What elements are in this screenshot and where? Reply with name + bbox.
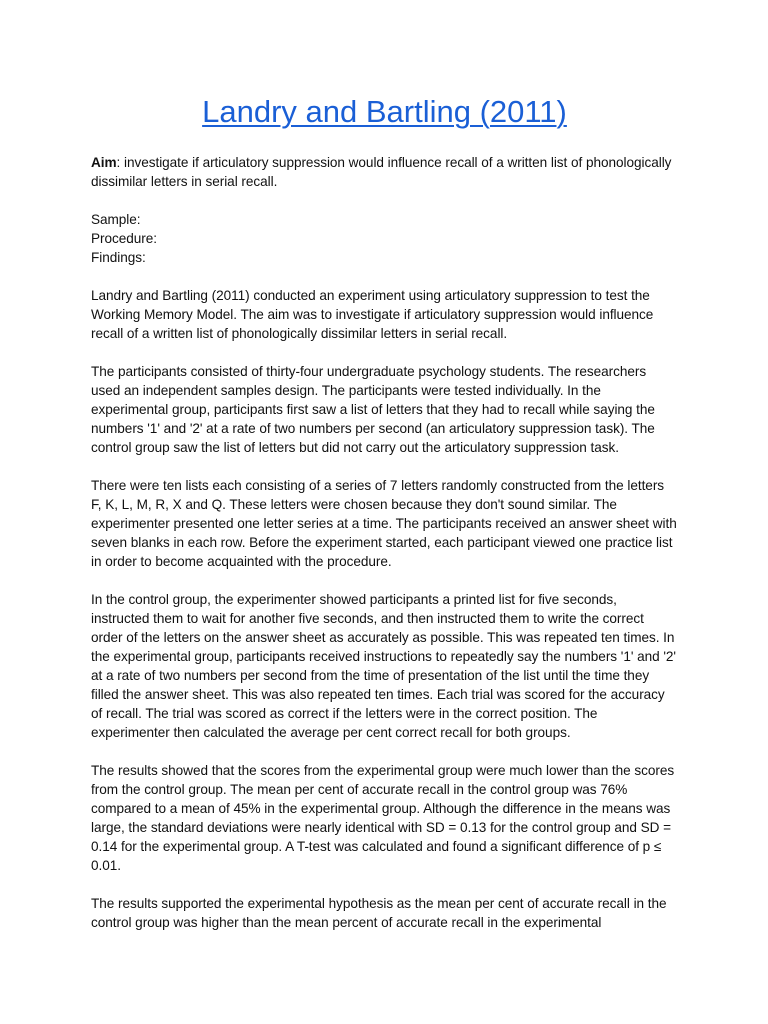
materials-paragraph: There were ten lists each consisting of a series of 7 letters randomly constructed from the letters F, K, L, M, R, X and Q. These letters were chosen because they don't sound similar. The experimenter presented one letter series at a time. The participants received an answer sheet with seven blanks in each row. Before the experiment started, each participant viewed one practice list in order to become acquainted with the procedure. — [91, 478, 677, 569]
document-body — [91, 153, 678, 932]
page-title — [91, 92, 678, 132]
findings-heading: Findings: — [91, 250, 146, 265]
participants-paragraph: The participants consisted of thirty-four undergraduate psychology students. The researchers used an independent samples design. The participants were tested individually. In the experimental group, participants first saw a list of letters that they had to recall while saying the numbers '1' and '2' at a rate of two numbers per second (an articulatory suppression task). The control group saw the list of letters but did not carry out the articulatory suppression task. — [91, 364, 655, 455]
aim-label: Aim — [91, 155, 117, 170]
procedure-heading: Procedure: — [91, 231, 157, 246]
procedure-paragraph: In the control group, the experimenter showed participants a printed list for five seconds, instructed them to wait for another five seconds, and then instructed them to write the correct order of the letters on the answer sheet as accurately as possible. This was repeated ten times. In the experimental group, participants received instructions to repeatedly say the numbers '1' and '2' at a rate of two numbers per second from the time of presentation of the list until the time they filled the answer sheet. This was also repeated ten times. Each trial was scored for the accuracy of recall. The trial was scored as correct if the letters were in the correct position. The experimenter then calculated the average per cent correct recall for both groups. — [91, 592, 676, 740]
conclusion-paragraph: The results supported the experimental hypothesis as the mean per cent of accurate recall in the control group was higher than the mean percent of accurate recall in the experimental — [91, 896, 667, 930]
results-paragraph: The results showed that the scores from the experimental group were much lower than the scores from the control group. The mean per cent of accurate recall in the control group was 76% compared to a mean of 45% in the experimental group. Although the difference in the means was large, the standard deviations were nearly identical with SD = 0.13 for the control group and SD = 0.14 for the experimental group. A T-test was calculated and found a significant difference of p ≤ 0.01. — [91, 763, 675, 873]
section-headings — [91, 210, 678, 267]
title-link[interactable]: Landry and Bartling (2011) — [202, 94, 567, 129]
sample-heading: Sample: — [91, 212, 141, 227]
aim-text: : investigate if articulatory suppression would influence recall of a written list of phonologically dissimilar letters in serial recall. — [91, 155, 672, 189]
aim-paragraph — [91, 153, 678, 191]
intro-paragraph: Landry and Bartling (2011) conducted an experiment using articulatory suppression to test the Working Memory Model. The aim was to investigate if articulatory suppression would influence recall of a written list of phonologically dissimilar letters in serial recall. — [91, 288, 654, 341]
